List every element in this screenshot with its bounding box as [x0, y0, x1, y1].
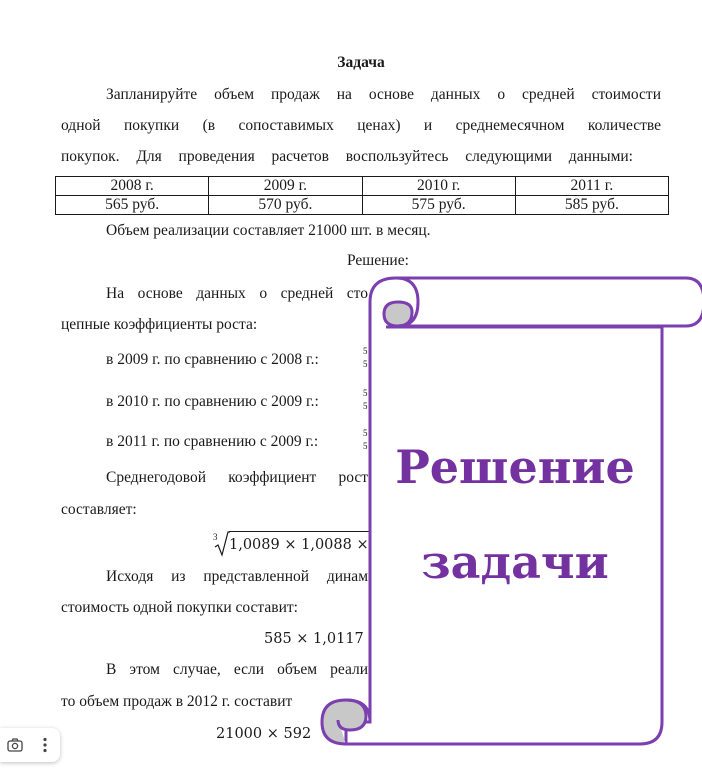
ratio-line-2011 — [106, 432, 318, 452]
intro-line-2: одной покупки (в сопоставимых ценах) и среднемесячном количестве — [61, 117, 661, 134]
overlay-title-line-2: задачи — [421, 535, 609, 589]
more-vertical-icon — [43, 737, 47, 753]
radical-sign — [214, 531, 230, 557]
paragraph-4-line-2: то объем продаж в 2012 г. составит — [61, 693, 293, 710]
paragraph-1-line-2: цепные коэффициенты роста: — [61, 316, 258, 333]
table-cell: 2011 г. — [515, 177, 668, 196]
document-title: Задача — [337, 54, 385, 71]
intro-line-1: Запланируйте объем продаж на основе данных о средней стоимости — [106, 86, 661, 103]
intro-line-3: покупок. Для проведения расчетов воспользуйтесь следующими данными: — [61, 148, 633, 165]
fraction-denominator: 5 — [363, 359, 368, 369]
root-index: 3 — [213, 532, 218, 542]
root-expression: 1,0089 × 1,0088 × — [229, 537, 369, 553]
ratio-line-2009 — [106, 350, 319, 370]
paragraph-2-line-2: составляет: — [61, 501, 137, 518]
screenshot-button[interactable] — [4, 734, 26, 756]
fraction-numerator: 5 — [363, 428, 368, 438]
table-cell: 570 руб. — [209, 196, 362, 215]
paragraph-4-line-1: В этом случае, если объем реали — [106, 661, 368, 678]
fraction-denominator: 5 — [363, 441, 368, 451]
table-cell: 2009 г. — [209, 177, 362, 196]
fraction-numerator: 5 — [363, 346, 368, 356]
paragraph-1-line-1: На основе данных о средней сто — [106, 285, 368, 302]
ratio-label: в 2009 г. по сравнению с 2008 г.: — [106, 351, 319, 368]
volume-text: Объем реализации составляет 21000 шт. в месяц. — [106, 222, 431, 239]
more-options-button[interactable] — [34, 734, 56, 756]
formula-sales-volume: 21000 × 592 — [216, 726, 312, 742]
paragraph-3-line-1: Исходя из представленной динам — [106, 568, 368, 585]
table-row — [56, 177, 669, 196]
floating-toolbar — [0, 728, 60, 762]
ratio-label: в 2010 г. по сравнению с 2009 г.: — [106, 393, 319, 410]
fraction-numerator: 5 — [363, 388, 368, 398]
table-cell: 2010 г. — [362, 177, 515, 196]
ratio-line-2010 — [106, 392, 319, 412]
scroll-banner-graphic — [318, 270, 702, 760]
table-cell: 2008 г. — [56, 177, 209, 196]
formula-purchase-cost: 585 × 1,0117 — [264, 631, 364, 647]
fraction-denominator: 5 — [363, 401, 368, 411]
overlay-title-line-1: Решение — [395, 440, 635, 494]
table-row — [56, 196, 669, 215]
price-table — [55, 176, 669, 215]
table-cell: 575 руб. — [362, 196, 515, 215]
table-cell: 585 руб. — [515, 196, 668, 215]
ratio-label: в 2011 г. по сравнению с 2009 г.: — [106, 433, 319, 450]
camera-icon — [7, 738, 23, 752]
paragraph-3-line-2: стоимость одной покупки составит: — [61, 599, 298, 616]
paragraph-2-line-1: Среднегодовой коэффициент рост — [106, 469, 368, 486]
solution-heading: Решение: — [347, 252, 409, 269]
table-cell: 565 руб. — [56, 196, 209, 215]
